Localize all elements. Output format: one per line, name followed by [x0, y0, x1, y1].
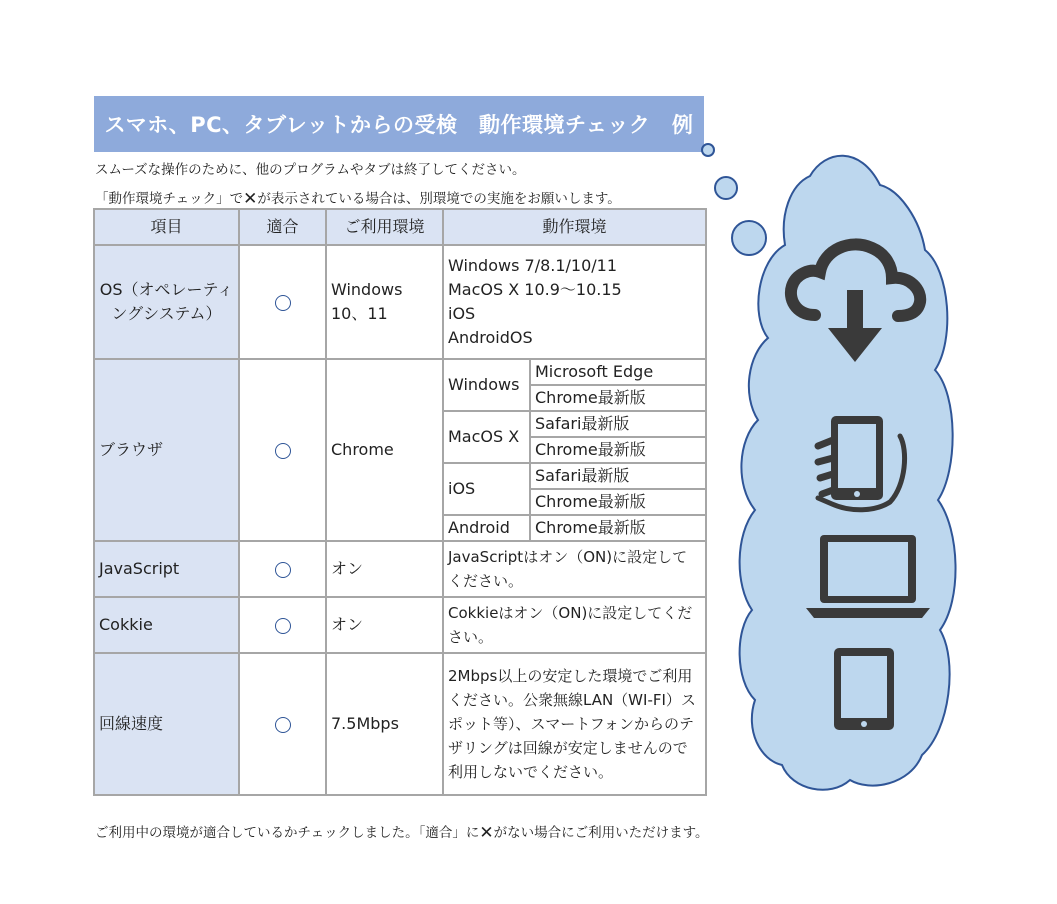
- warning-note: 「動作環境チェック」で✕が表示されている場合は、別環境での実施をお願いします。: [95, 189, 621, 209]
- platform-android: Android: [443, 515, 530, 541]
- environment-table: [93, 208, 707, 796]
- ok-circle-icon: [275, 562, 291, 578]
- current-env-javascript: オン: [326, 541, 443, 597]
- required-env-javascript: JavaScriptはオン（ON)に設定してください。: [443, 541, 706, 597]
- tablet-icon: [834, 648, 894, 730]
- fit-cell: [239, 359, 326, 541]
- browser-cell: Chrome最新版: [530, 515, 706, 541]
- required-env-cookie: Cokkieはオン（ON)に設定してください。: [443, 597, 706, 653]
- thought-bubble-dots: [702, 144, 766, 255]
- footer-note: ご利用中の環境が適合しているかチェックしました。「適合」に✕がない場合にご利用いただけます。: [95, 823, 709, 843]
- table-row-os: [94, 245, 706, 359]
- current-env-cookie: オン: [326, 597, 443, 653]
- page-title: スマホ、PC、タブレットからの受検 動作環境チェック 例: [94, 96, 704, 152]
- header-item: 項目: [94, 209, 239, 245]
- thought-cloud-illustration: [700, 140, 970, 800]
- fit-cell: [239, 541, 326, 597]
- cross-mark-icon: ✕: [479, 823, 494, 843]
- row-label-speed: 回線速度: [94, 653, 239, 795]
- browser-cell: Microsoft Edge: [530, 359, 706, 385]
- row-label-javascript: JavaScript: [94, 541, 239, 597]
- current-env-speed: 7.5Mbps: [326, 653, 443, 795]
- current-env-browser: Chrome: [326, 359, 443, 541]
- platform-macos: MacOS X: [443, 411, 530, 463]
- header-current-env: ご利用環境: [326, 209, 443, 245]
- table-header-row: [94, 209, 706, 245]
- cross-mark-icon: ✕: [243, 189, 258, 209]
- ok-circle-icon: [275, 295, 291, 311]
- table-row-browser: [94, 359, 706, 385]
- platform-windows: Windows: [443, 359, 530, 411]
- fit-cell: [239, 597, 326, 653]
- fit-cell: [239, 245, 326, 359]
- browser-cell: Safari最新版: [530, 463, 706, 489]
- table-row-speed: [94, 653, 706, 795]
- row-label-browser: ブラウザ: [94, 359, 239, 541]
- browser-cell: Chrome最新版: [530, 437, 706, 463]
- browser-cell: Chrome最新版: [530, 385, 706, 411]
- ok-circle-icon: [275, 717, 291, 733]
- row-label-cookie: Cokkie: [94, 597, 239, 653]
- fit-cell: [239, 653, 326, 795]
- table-row-cookie: [94, 597, 706, 653]
- browser-cell: Chrome最新版: [530, 489, 706, 515]
- ok-circle-icon: [275, 443, 291, 459]
- instruction-note: スムーズな操作のために、他のプログラムやタブは終了してください。: [95, 162, 526, 178]
- header-required-env: 動作環境: [443, 209, 706, 245]
- required-env-os: Windows 7/8.1/10/11 MacOS X 10.9～10.15 iOS AndroidOS: [443, 245, 706, 359]
- table-row-javascript: [94, 541, 706, 597]
- row-label-os: OS（オペレーティングシステム）: [94, 245, 239, 359]
- browser-cell: Safari最新版: [530, 411, 706, 437]
- current-env-os: Windows 10、11: [326, 245, 443, 359]
- required-env-speed: 2Mbps以上の安定した環境でご利用ください。公衆無線LAN（WI-FI）スポット等）、スマートフォンからのテザリングは回線が安定しませんので利用しないでください。: [443, 653, 706, 795]
- ok-circle-icon: [275, 618, 291, 634]
- header-fit: 適合: [239, 209, 326, 245]
- platform-ios: iOS: [443, 463, 530, 515]
